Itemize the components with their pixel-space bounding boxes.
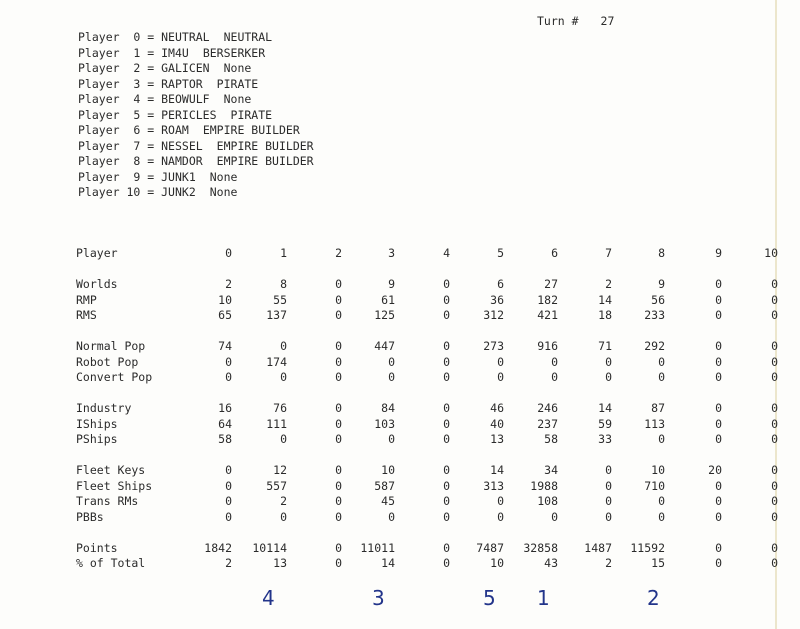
stat-cell: 0 (443, 478, 450, 493)
stat-cell: 0 (335, 478, 342, 493)
stat-cell: 0 (715, 416, 722, 431)
equals-sign: = (140, 138, 162, 153)
stat-cell: 0 (771, 540, 778, 555)
stat-cell: 0 (771, 292, 778, 307)
stat-cell: 0 (605, 478, 612, 493)
stat-cell: 0 (771, 277, 778, 291)
player-number: 5 (133, 107, 141, 122)
stat-cell: 0 (605, 463, 612, 477)
player-label: Player (78, 169, 120, 184)
stat-row (76, 510, 778, 526)
player-type: PIRATE (216, 76, 259, 91)
stat-cell: 0 (225, 509, 232, 524)
stat-cell: 10 (651, 463, 665, 477)
stat-cell: 587 (374, 478, 395, 493)
stat-cell: 20 (708, 463, 722, 477)
stat-cell: 5 (497, 246, 504, 260)
stat-cell: 0 (605, 494, 612, 508)
handwritten-rank: 5 (483, 586, 496, 610)
player-name: JUNK2 (161, 185, 196, 199)
stat-cell: 14 (598, 292, 612, 307)
stat-cell: 108 (537, 494, 558, 508)
stat-cell: 0 (771, 432, 778, 446)
stat-cell: 182 (537, 292, 558, 307)
equals-sign: = (140, 61, 162, 75)
stat-cell: 292 (644, 339, 665, 353)
stat-cell: 0 (658, 494, 665, 508)
stat-cell: 0 (443, 494, 450, 508)
stat-cell: 0 (335, 556, 342, 570)
player-label: Player (78, 30, 120, 44)
stat-cell: 0 (658, 370, 665, 384)
stat-cell: 0 (551, 354, 558, 369)
row-label: PBBs (76, 509, 104, 524)
stat-cell: 45 (381, 494, 395, 508)
row-label: % of Total (76, 556, 146, 570)
stat-cell: 87 (651, 401, 665, 415)
stat-row (76, 494, 778, 510)
player-type: EMPIRE BUILDER (216, 138, 314, 153)
player-label: Player (78, 138, 120, 153)
player-number: 8 (133, 154, 141, 168)
stat-cell: 71 (598, 339, 612, 353)
player-number: 6 (133, 123, 141, 137)
stat-cell: 0 (715, 540, 722, 555)
equals-sign: = (140, 30, 162, 44)
stat-cell: 0 (225, 354, 232, 369)
stat-cell: 0 (497, 509, 504, 524)
player-label: Player (78, 107, 120, 122)
stat-cell: 0 (715, 509, 722, 524)
stat-row (76, 355, 778, 371)
player-entry (78, 30, 314, 46)
stat-cell: 2 (605, 556, 612, 570)
stat-row (76, 277, 778, 293)
row-label: PShips (76, 432, 118, 446)
player-type: NEUTRAL (223, 30, 273, 44)
stat-cell: 27 (544, 277, 558, 291)
stat-cell: 7 (605, 246, 612, 260)
stat-cell: 10114 (252, 540, 287, 555)
equals-sign: = (140, 169, 162, 184)
stat-cell: 0 (443, 432, 450, 446)
stat-row (76, 556, 778, 572)
player-type: None (209, 185, 238, 199)
player-entry (78, 108, 314, 124)
stat-cell: 0 (225, 246, 232, 260)
stat-cell: 46 (490, 401, 504, 415)
player-label: Player (78, 123, 120, 137)
row-label: Robot Pop (76, 354, 139, 369)
turn-indicator (537, 14, 614, 28)
stat-cell: 1 (280, 246, 287, 260)
stat-cell: 0 (443, 292, 450, 307)
stat-cell: 14 (490, 463, 504, 477)
stat-cell: 58 (544, 432, 558, 446)
stat-cell: 0 (771, 509, 778, 524)
stat-cell: 0 (443, 416, 450, 431)
equals-sign: = (140, 185, 162, 199)
stat-cell: 0 (771, 416, 778, 431)
stat-cell: 10 (381, 463, 395, 477)
stat-cell: 0 (771, 354, 778, 369)
stat-row (76, 308, 778, 324)
stat-cell: 0 (335, 416, 342, 431)
player-number: 4 (133, 92, 141, 106)
stat-cell: 13 (490, 432, 504, 446)
stat-cell: 56 (651, 292, 665, 307)
stat-cell: 0 (335, 509, 342, 524)
stat-cell: 0 (443, 401, 450, 415)
stat-cell: 74 (218, 339, 232, 353)
stat-row (76, 432, 778, 448)
stat-cell: 18 (598, 308, 612, 322)
stat-cell: 0 (225, 370, 232, 384)
stat-cell: 58 (218, 432, 232, 446)
stat-cell: 10 (218, 292, 232, 307)
stat-cell: 0 (771, 308, 778, 322)
stat-cell: 0 (605, 370, 612, 384)
stat-cell: 0 (771, 463, 778, 477)
row-label: Convert Pop (76, 370, 153, 384)
player-entry (78, 185, 314, 201)
stat-cell: 2 (280, 494, 287, 508)
handwritten-rank: 1 (537, 586, 550, 610)
stat-row (76, 370, 778, 386)
spacer-row (76, 386, 778, 402)
turn-number: 27 (600, 14, 615, 28)
stat-cell: 0 (280, 509, 287, 524)
stat-cell: 8 (280, 277, 287, 291)
stat-cell: 0 (605, 509, 612, 524)
player-number: 2 (133, 61, 141, 75)
stat-cell: 0 (497, 494, 504, 508)
stat-cell: 9 (658, 277, 665, 291)
player-number: 0 (133, 30, 141, 44)
stat-cell: 1842 (204, 540, 232, 555)
stat-row (76, 479, 778, 495)
player-label: Player (78, 185, 120, 199)
stat-cell: 55 (273, 292, 287, 307)
stat-cell: 0 (715, 370, 722, 384)
player-name: NAMDOR (161, 154, 203, 168)
stat-cell: 557 (266, 478, 287, 493)
stat-cell: 36 (490, 292, 504, 307)
stat-cell: 0 (443, 277, 450, 291)
stat-row (76, 293, 778, 309)
stat-cell: 0 (771, 556, 778, 570)
player-entry (78, 170, 314, 186)
player-number: 9 (133, 169, 141, 184)
player-number: 3 (133, 76, 141, 91)
handwritten-rank: 3 (372, 586, 385, 610)
stat-cell: 0 (280, 339, 287, 353)
stat-cell: 0 (443, 540, 450, 555)
stat-cell: 0 (658, 354, 665, 369)
stat-cell: 10 (490, 556, 504, 570)
player-number: 10 (126, 185, 141, 199)
stat-cell: 111 (266, 416, 287, 431)
row-label: Trans RMs (76, 494, 139, 508)
stat-cell: 0 (715, 556, 722, 570)
player-name: RAPTOR (161, 76, 203, 91)
row-label: RMP (76, 292, 97, 307)
stat-cell: 113 (644, 416, 665, 431)
stat-cell: 0 (335, 277, 342, 291)
player-label: Player (78, 61, 120, 75)
stat-cell: 10 (764, 246, 778, 260)
stat-cell: 14 (598, 401, 612, 415)
stat-cell: 2 (605, 277, 612, 291)
stat-cell: 12 (273, 463, 287, 477)
stat-cell: 0 (443, 463, 450, 477)
stat-cell: 6 (551, 246, 558, 260)
stat-cell: 0 (715, 292, 722, 307)
stat-cell: 0 (335, 354, 342, 369)
spacer-row (76, 324, 778, 340)
player-entry (78, 77, 314, 93)
stat-cell: 8 (658, 246, 665, 260)
player-label: Player (78, 76, 120, 91)
stat-cell: 0 (443, 354, 450, 369)
stat-cell: 0 (335, 292, 342, 307)
row-label: Industry (76, 401, 132, 415)
equals-sign: = (140, 107, 162, 122)
stat-cell: 237 (537, 416, 558, 431)
stat-cell: 233 (644, 308, 665, 322)
stat-cell: 65 (218, 308, 232, 322)
stat-cell: 33 (598, 432, 612, 446)
stat-cell: 273 (483, 339, 504, 353)
equals-sign: = (140, 76, 162, 91)
stat-cell: 0 (388, 432, 395, 446)
stat-cell: 137 (266, 308, 287, 322)
stat-cell: 0 (443, 556, 450, 570)
stat-cell: 103 (374, 416, 395, 431)
player-entry (78, 154, 314, 170)
row-label: RMS (76, 308, 97, 322)
stats-table (76, 246, 778, 572)
player-type: EMPIRE BUILDER (216, 154, 314, 168)
stat-row (76, 541, 778, 557)
stat-cell: 0 (388, 370, 395, 384)
player-type: None (223, 61, 252, 75)
row-label: Player (76, 246, 118, 260)
stat-cell: 0 (225, 494, 232, 508)
turn-label: Turn # (537, 14, 579, 28)
stat-cell: 16 (218, 401, 232, 415)
stat-cell: 0 (771, 401, 778, 415)
row-label: Fleet Keys (76, 463, 146, 477)
stat-cell: 2 (225, 556, 232, 570)
stat-cell: 4 (443, 246, 450, 260)
stat-cell: 84 (381, 401, 395, 415)
player-number: 7 (133, 138, 141, 153)
spacer-row (76, 448, 778, 464)
stat-cell: 0 (280, 370, 287, 384)
stat-cell: 0 (715, 432, 722, 446)
stat-cell: 34 (544, 463, 558, 477)
stat-cell: 61 (381, 292, 395, 307)
stat-cell: 0 (715, 308, 722, 322)
player-label: Player (78, 154, 120, 168)
stat-cell: 0 (335, 308, 342, 322)
stat-cell: 174 (266, 354, 287, 369)
stat-cell: 0 (771, 478, 778, 493)
stat-cell: 11011 (360, 540, 395, 555)
stat-cell: 3 (388, 246, 395, 260)
stat-cell: 0 (335, 432, 342, 446)
stat-cell: 0 (443, 308, 450, 322)
stat-cell: 0 (658, 509, 665, 524)
stat-cell: 0 (715, 277, 722, 291)
stat-cell: 0 (225, 463, 232, 477)
stat-cell: 14 (381, 556, 395, 570)
player-name: JUNK1 (161, 169, 196, 184)
player-entry (78, 123, 314, 139)
player-name: GALICEN (161, 61, 210, 75)
player-type: PIRATE (230, 107, 273, 122)
player-name: NEUTRAL (161, 30, 210, 44)
stat-cell: 32858 (523, 540, 558, 555)
stat-cell: 447 (374, 339, 395, 353)
row-label: Normal Pop (76, 339, 146, 353)
player-type: None (223, 92, 252, 106)
stat-cell: 246 (537, 401, 558, 415)
spacer-row (76, 525, 778, 541)
stat-cell: 0 (551, 370, 558, 384)
player-label: Player (78, 92, 120, 106)
player-name: NESSEL (161, 138, 203, 153)
stat-cell: 1988 (530, 478, 558, 493)
stat-cell: 0 (715, 354, 722, 369)
stat-cell: 0 (715, 478, 722, 493)
stat-cell: 421 (537, 308, 558, 322)
stat-cell: 710 (644, 478, 665, 493)
stat-cell: 0 (335, 494, 342, 508)
row-label: Fleet Ships (76, 478, 153, 493)
equals-sign: = (140, 45, 162, 60)
stat-cell: 0 (335, 463, 342, 477)
stat-cell: 916 (537, 339, 558, 353)
stat-cell: 0 (335, 540, 342, 555)
player-name: IM4U (161, 45, 189, 60)
stat-row (76, 463, 778, 479)
stat-cell: 0 (551, 509, 558, 524)
handwritten-rank: 4 (262, 586, 275, 610)
stat-cell: 9 (715, 246, 722, 260)
stat-cell: 125 (374, 308, 395, 322)
player-type: EMPIRE BUILDER (202, 123, 300, 137)
stat-cell: 0 (443, 509, 450, 524)
player-entry (78, 139, 314, 155)
stat-cell: 0 (715, 339, 722, 353)
player-list (78, 30, 314, 201)
player-entry (78, 46, 314, 62)
spacer-row (76, 262, 778, 278)
stat-cell: 1487 (584, 540, 612, 555)
stat-cell: 76 (273, 401, 287, 415)
stat-cell: 0 (335, 401, 342, 415)
stat-cell: 0 (497, 370, 504, 384)
stat-cell: 43 (544, 556, 558, 570)
stat-cell: 59 (598, 416, 612, 431)
player-label: Player (78, 45, 120, 60)
stat-cell: 2 (225, 277, 232, 291)
stat-row (76, 401, 778, 417)
stat-cell: 0 (605, 354, 612, 369)
stat-cell: 0 (715, 401, 722, 415)
stat-cell: 40 (490, 416, 504, 431)
stat-cell: 6 (497, 277, 504, 291)
stat-cell: 313 (483, 478, 504, 493)
stat-cell: 0 (335, 339, 342, 353)
stat-cell: 312 (483, 308, 504, 322)
stat-cell: 0 (280, 432, 287, 446)
player-number: 1 (133, 45, 141, 60)
stat-cell: 0 (335, 370, 342, 384)
stat-cell: 0 (443, 370, 450, 384)
stat-cell: 0 (658, 432, 665, 446)
stat-cell: 0 (388, 354, 395, 369)
row-label: Worlds (76, 277, 118, 291)
stat-cell: 0 (443, 339, 450, 353)
stat-cell: 13 (273, 556, 287, 570)
stat-cell: 0 (388, 509, 395, 524)
stat-cell: 0 (771, 339, 778, 353)
stat-row (76, 417, 778, 433)
player-name: PERICLES (161, 107, 217, 122)
stat-cell: 0 (771, 494, 778, 508)
stat-cell: 2 (335, 246, 342, 260)
row-label: IShips (76, 416, 118, 431)
player-entry (78, 61, 314, 77)
stat-cell: 64 (218, 416, 232, 431)
stat-cell: 15 (651, 556, 665, 570)
player-name: BEOWULF (161, 92, 210, 106)
header-row (76, 246, 778, 262)
stat-cell: 11592 (630, 540, 665, 555)
stat-cell: 0 (715, 494, 722, 508)
stat-row (76, 339, 778, 355)
row-label: Points (76, 540, 118, 555)
stat-cell: 0 (771, 370, 778, 384)
equals-sign: = (140, 123, 162, 137)
equals-sign: = (140, 92, 162, 106)
stat-cell: 0 (497, 354, 504, 369)
player-entry (78, 92, 314, 108)
stat-cell: 9 (388, 277, 395, 291)
stat-cell: 7487 (476, 540, 504, 555)
player-type: BERSERKER (202, 45, 266, 60)
equals-sign: = (140, 154, 162, 168)
player-type: None (209, 169, 238, 184)
player-name: ROAM (161, 123, 189, 137)
stat-cell: 0 (225, 478, 232, 493)
handwritten-rank: 2 (647, 586, 660, 610)
